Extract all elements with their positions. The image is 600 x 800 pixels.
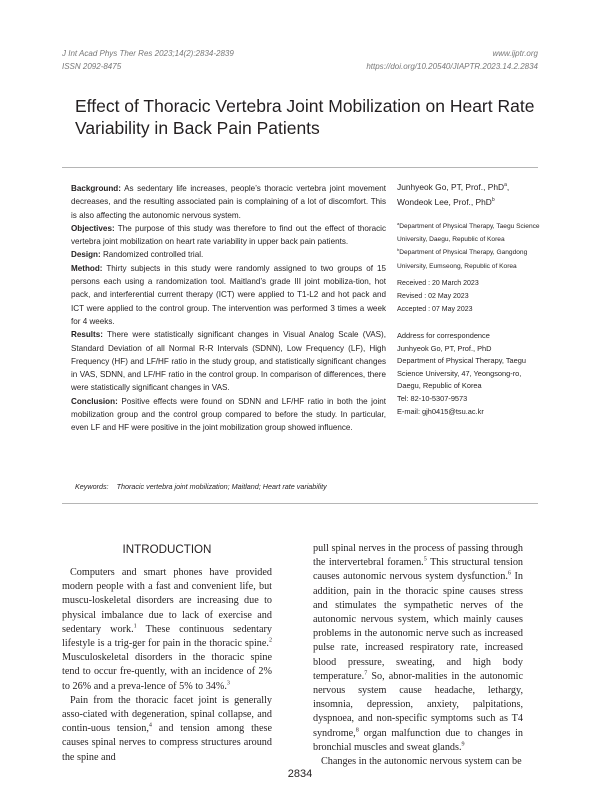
citation-ref: 2: [268, 637, 272, 644]
affiliation-a: [397, 220, 547, 246]
affiliations: [397, 220, 547, 273]
author-1-name: Junhyeok Go, PT, Prof., PhD: [397, 182, 505, 192]
author-1: Junhyeok Go, PT, Prof., PhD$^a$,: [397, 182, 510, 192]
article-title: Effect of Thoracic Vertebra Joint Mobilization on Heart Rate Variability in Back Pain Patients: [75, 96, 535, 138]
date-received: Received : 20 March 2023: [397, 280, 479, 287]
body-column-right: [313, 542, 523, 769]
keywords-label: Keywords:: [75, 482, 109, 491]
affiliation-b-text: Department of Physical Therapy, Gangdong University, Eumseong, Republic of Korea: [397, 249, 528, 270]
citation-ref: 1: [133, 623, 137, 630]
page-number: 2834: [287, 768, 313, 780]
intro-p1-text-c: Musculoskeletal disorders in the thoracic spine tend to occur fre-quently, with an incidence of 2% to 26% and a preva-lence of 5% to 34%.: [62, 652, 272, 692]
journal-site-link[interactable]: www.ijptr.org: [492, 49, 538, 58]
intro-paragraph-3: Changes in the autonomic nervous system can be: [321, 756, 522, 768]
issn: ISSN 2092-8475: [62, 62, 122, 71]
abstract-background-text: As sedentary life increases, people’s thoracic vertebra joint movement decreases, and the resulting associated pain is complaining of a lot of discomfort. This is also affecting the autonomic nervous system.: [71, 184, 386, 220]
abstract-design: [71, 248, 386, 261]
citation-ref: 4: [148, 722, 152, 729]
affiliation-a-mark: a: [397, 220, 400, 226]
citation-ref: 3: [226, 680, 230, 687]
abstract-results-label: Results:: [71, 330, 103, 340]
abstract-conclusion-label: Conclusion:: [71, 396, 118, 406]
body-column-left: [62, 540, 272, 765]
intro-p2-text-b: and tension among these causes spinal nerves to compress structures around the spine and: [62, 723, 272, 763]
citation-ref: 8: [355, 727, 359, 734]
affiliation-a-text: Department of Physical Therapy, Taegu Science University, Daegu, Republic of Korea: [397, 223, 540, 244]
intro-p1-text-a: Computers and smart phones have provided modern people with a fast and convenient life, but muscu-loskeletal disorders are increasing due to physical imbalance due to lack of exercise and sedentary work.: [62, 567, 272, 635]
citation-ref: 6: [507, 571, 511, 578]
author-1-affil-mark: a: [504, 182, 507, 189]
abstract-objectives-label: Objectives:: [71, 223, 115, 233]
divider-top: [62, 167, 538, 168]
affiliation-b: [397, 246, 547, 272]
running-header-right: [366, 47, 538, 73]
intro-paragraph-1: [62, 566, 272, 694]
intro-r1-text-a: pull spinal nerves in the process of passing through the intervertebral foramen.: [313, 543, 523, 569]
correspondence: [397, 330, 547, 418]
intro-r1-text-c: In addition, pain in the thoracic spine causes stress and stimulates the sympathetic nerves of the autonomic nervous system, which mainly causes problems in the autonomic nerve such as increased pulse rate, increased respiratory rate, increased blood pressure, sweating, and high body temperature.: [313, 571, 523, 682]
intro-r1-text-d: So, abnor-malities in the autonomic nervous system cause headache, lethargy, insomnia, depression, anxiety, palpitations, dyspnoea, and non-specific symptoms such as T4 syndrome,: [313, 670, 523, 739]
author-2: [397, 195, 547, 210]
abstract-design-text: Randomized controlled trial.: [102, 250, 204, 260]
abstract-results-text: There were statistically significant changes in Visual Analog Scale (VAS), Standard Deviation of all Normal R-R Intervals (SDNN), Low Frequency (LF), High Frequency (HF) and LF/HF ratio in the study group, and statistically significant changes in VAS, SDNN, and LF/HF ratio in the control group. In comparison of differences, there were statistically significant changes in VAS.: [71, 330, 386, 393]
author-2-affil-mark: b: [491, 197, 495, 204]
citation-ref: 9: [461, 741, 465, 748]
citation-ref: 7: [364, 670, 368, 677]
intro-paragraph-2-continued: [313, 542, 523, 755]
abstract-method-label: Method:: [71, 263, 103, 273]
abstract-objectives: [71, 222, 386, 249]
date-revised: Revised : 02 May 2023: [397, 293, 469, 300]
affiliation-b-mark: b: [397, 247, 400, 253]
running-header-left: [62, 47, 234, 73]
section-heading-introduction: INTRODUCTION: [122, 543, 212, 556]
abstract-background-label: Background:: [71, 184, 121, 193]
abstract-conclusion-text: Positive effects were found on SDNN and LF/HF ratio in both the joint mobilization group and the control group compared to before the study. In particular, even LF and HF were positive in the joint mobilization group showed influence.: [71, 396, 387, 433]
correspondence-email[interactable]: E-mail: gjh0415@tsu.ac.kr: [397, 406, 484, 416]
intro-paragraph-2: [62, 694, 272, 765]
keywords-text: Thoracic vertebra joint mobilization; Maitland; Heart rate variability: [116, 482, 327, 491]
divider-bottom: [62, 503, 538, 504]
author-list: [397, 180, 547, 210]
article-dates: [397, 277, 547, 316]
journal-citation: J Int Acad Phys Ther Res 2023;14(2):2834-2839: [62, 49, 234, 58]
intro-p1-text-b: These continuous sedentary lifestyle is a trig-ger for pain in the thoracic spine.: [62, 623, 272, 650]
keywords: [75, 482, 327, 491]
date-accepted: Accepted : 07 May 2023: [397, 306, 473, 313]
citation-ref: 5: [423, 556, 427, 563]
abstract-results: [71, 328, 386, 394]
intro-r1-text-e: organ malfunction due to changes in bronchial muscles and sweat glands.: [313, 727, 523, 753]
correspondence-label: Address for correspondence: [397, 331, 490, 340]
abstract-objectives-text: The purpose of this study was therefore to find out the effect of thoracic vertebra joint mobilization on heart rate variability in upper back pain patients.: [71, 223, 386, 247]
abstract-design-label: Design:: [71, 250, 101, 260]
author-2-name: Wondeok Lee, Prof., PhD: [397, 197, 492, 207]
abstract: [71, 182, 386, 435]
intro-r1-text-b: This structural tension causes autonomic nervous system dysfunction.: [313, 557, 524, 583]
abstract-conclusion: [71, 395, 386, 435]
intro-p2-text-a: Pain from the thoracic facet joint is generally asso-ciated with degeneration, spinal collapse, and contin-uous tension,: [62, 694, 272, 735]
abstract-background: [71, 182, 386, 222]
correspondence-name: Junhyeok Go, PT, Prof., PhD: [397, 343, 492, 353]
doi-link[interactable]: https://doi.org/10.20540/JIAPTR.2023.14.2.2834: [366, 62, 538, 71]
abstract-method: [71, 262, 386, 328]
correspondence-address: Department of Physical Therapy, Taegu Science University, 47, Yeongsong-ro, Daegu, Republic of Korea: [397, 356, 526, 391]
correspondence-tel: Tel: 82-10-5307-9573: [397, 393, 468, 403]
abstract-method-text: Thirty subjects in this study were randomly assigned to two groups of 15 persons each using a randomization tool. Maitland’s grade III joint mobiliza-tion, hot pack, and interferential current therapy (ICT) were applied to T1-L2 and hot pack and ICT were applied to the control group. The intervention was performed 3 times a week for 4 weeks.: [71, 263, 386, 326]
